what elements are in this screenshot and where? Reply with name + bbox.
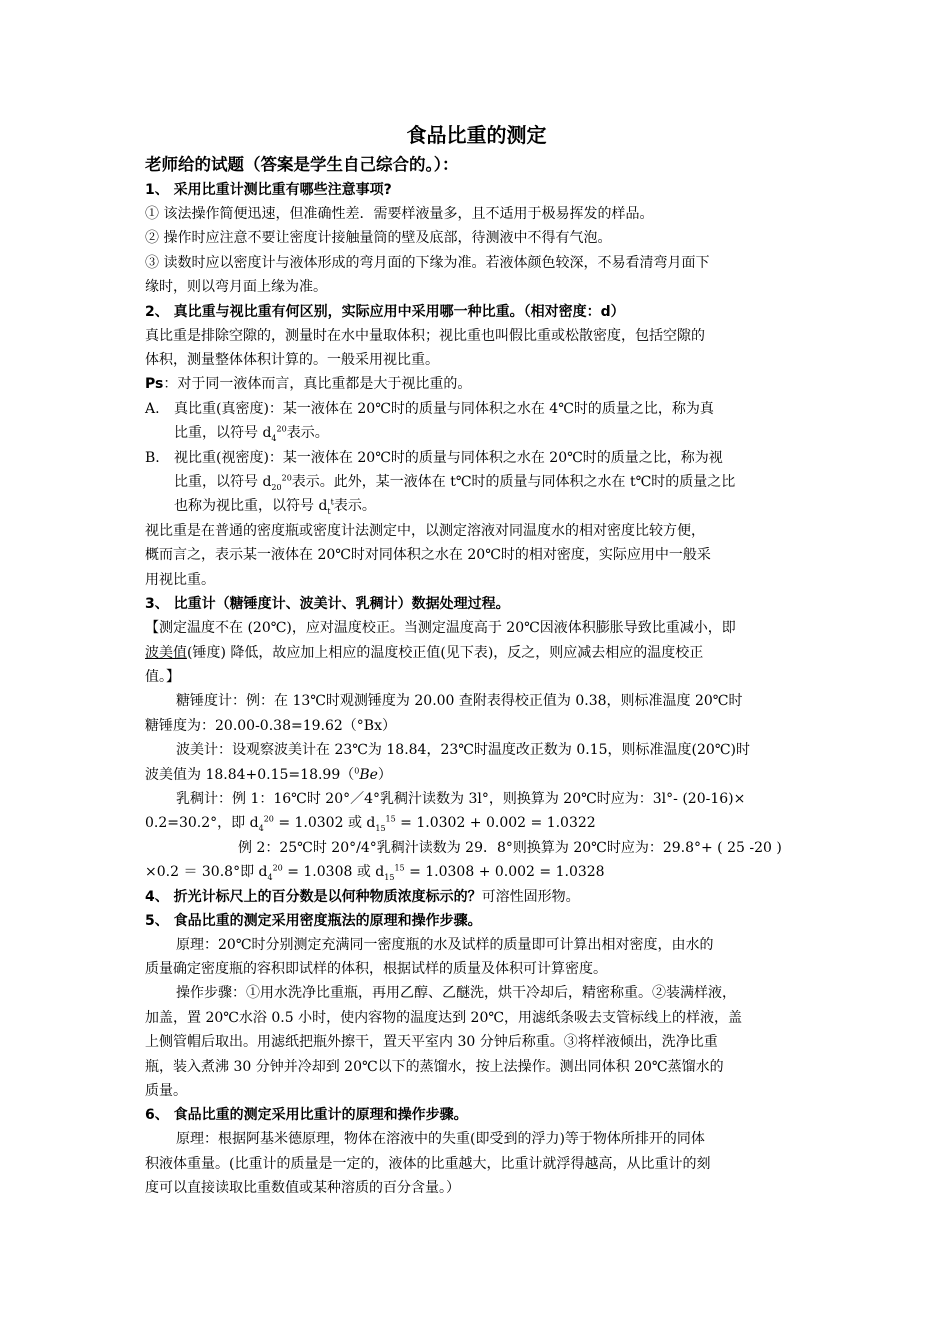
q1-point-2: ② 操作时应注意不要让密度计接触量筒的壁及底部，待测液中不得有气泡。 — [145, 230, 612, 247]
paragraph-line: 瓶，装入煮沸 30 分钟并冷却到 20℃以下的蒸馏水，按上法操作。测出同体积 20℃蒸馏水的 — [145, 1058, 724, 1075]
question-5-heading: 5、 食品比重的测定采用密度瓶法的原理和操作步骤。 — [145, 912, 482, 929]
question-2-paragraph-2 — [145, 519, 808, 592]
text-run: 比重，以符号 d — [174, 474, 272, 491]
question-3-heading: 3、 比重计（糖锤度计、波美计、乳稠计）数据处理过程。 — [145, 596, 510, 613]
question-3-paragraph — [145, 616, 808, 689]
text-run: 表示。 — [286, 425, 329, 442]
list-line — [174, 421, 808, 445]
subscript: 15 — [375, 824, 386, 834]
question-5-steps — [145, 981, 808, 1103]
question-2-heading: 2、 真比重与视比重有何区别，实际应用中采用哪一种比重。（相对密度：d） — [145, 303, 625, 320]
underlined-term: 波美值 — [145, 644, 187, 661]
superscript: 0 — [354, 765, 360, 775]
lactometer-example-2 — [145, 836, 808, 885]
text-run: (锤度) 降低，故应加上相应的温度校正值(见下表)，反之，则应减去相应的温度校正 — [187, 644, 704, 661]
superscript: 20 — [263, 814, 274, 824]
ps-label: Ps — [145, 376, 164, 393]
list-marker-b: B. — [145, 449, 160, 466]
q1-point-1: ① 该法操作简便迅速，但准确性差．需要样液量多，且不适用于极易挥发的样品。 — [145, 206, 654, 222]
paragraph-line: 操作步骤：①用水洗净比重瓶，再用乙醇、乙醚洗，烘干冷却后，精密称重。②装满样液， — [176, 985, 736, 1002]
subscript: 15 — [384, 872, 395, 882]
text-run: = 1.0308 + 0.002 = 1.0328 — [404, 864, 605, 881]
paragraph-line — [145, 811, 808, 835]
lactometer-example-1 — [145, 787, 808, 836]
document-page — [145, 118, 808, 1201]
paragraph-line: 值。】 — [145, 668, 180, 685]
list-item-b — [145, 446, 808, 519]
paragraph-line: 度可以直接读取比重数值或某种溶质的百分含量。） — [145, 1180, 460, 1197]
list-item-a — [145, 397, 808, 446]
paragraph-line: 加盖，置 20℃水浴 0.5 小时，使内容物的温度达到 20℃，用滤纸条吸去支管标线上的样液，盖 — [145, 1009, 743, 1026]
paragraph-line: 体积，测量整体体积计算的。一般采用视比重。 — [145, 352, 439, 369]
paragraph-line: 视比重是在普通的密度瓶或密度计法测定中，以测定溶液对同温度水的相对密度比较方便， — [145, 522, 705, 539]
text-run: 也称为视比重，以符号 d — [174, 498, 328, 515]
paragraph-line: 例 2：25℃时 20°/4°乳稠汁读数为 29．8°则换算为 20℃时应为：29.8°+ ( 25 -20 ) — [238, 839, 782, 856]
question-4-text: 4、 折光计标尺上的百分数是以何种物质浓度标示的？ — [145, 888, 482, 905]
baume-unit: Be — [359, 766, 378, 783]
question-4-answer: 可溶性固形物。 — [481, 888, 580, 905]
paragraph-line: 真比重是排除空隙的，测量时在水中量取体积；视比重也叫假比重或松散密度，包括空隙的 — [145, 327, 705, 344]
q1-point-3-line-1: ③ 读数时应以密度计与液体形成的弯月面的下缘为准。若液体颜色较深，不易看清弯月面下 — [145, 254, 710, 271]
paragraph-line: 积液体重量。(比重计的质量是一定的，液体的比重越大，比重计就浮得越高，从比重计的刻 — [145, 1155, 711, 1172]
text-run: = 1.0302 或 d — [273, 815, 376, 832]
sugar-meter-example — [145, 689, 808, 738]
list-line — [174, 470, 808, 494]
paragraph-line: 原理：20℃时分别测定充满同一密度瓶的水及试样的质量即可计算出相对密度，由水的 — [176, 936, 714, 953]
list-line: 视比重(视密度)：某一液体在 20℃时的质量与同体积之水在 20℃时的质量之比，称为视 — [174, 449, 723, 466]
paragraph-line: 原理：根据阿基米德原理，物体在溶液中的失重(即受到的浮力)等于物体所排开的同体 — [176, 1131, 705, 1148]
paragraph-line: 乳稠计：例 1：16℃时 20°／4°乳稠汁读数为 3l°，则换算为 20℃时应为：3l°- (20-16)× — [176, 790, 746, 807]
paragraph-line: 波美计：设观察波美计在 23℃为 18.84，23℃时温度改正数为 0.15，则标准温度(20℃)时 — [176, 742, 750, 759]
text-run: 波美值为 18.84+0.15=18.99（ — [145, 766, 355, 783]
ps-text: ：对于同一液体而言，真比重都是大于视比重的。 — [163, 376, 472, 393]
paragraph-line: 糖锤度计：例：在 13℃时观测锤度为 20.00 查附表得校正值为 0.38，则标准温度 20℃时 — [176, 693, 743, 710]
subscript: 4 — [267, 872, 273, 882]
paragraph-line: 用视比重。 — [145, 571, 215, 588]
text-run: 表示。 — [333, 498, 376, 515]
superscript: 20 — [281, 473, 292, 483]
document-subtitle: 老师给的试题（答案是学生自己综合的。）： — [145, 155, 459, 174]
question-5-principle — [145, 933, 808, 982]
subscript: 4 — [258, 824, 264, 834]
paragraph-line — [145, 641, 808, 665]
document-title: 食品比重的测定 — [406, 123, 547, 147]
text-run: 0.2=30.2°，即 d — [145, 815, 259, 832]
superscript: 20 — [272, 863, 283, 873]
paragraph-line — [145, 860, 808, 884]
paragraph-line: 【测定温度不在 (20℃)，应对温度校正。当测定温度高于 20℃因液体积膨胀导致比重减小，即 — [145, 620, 736, 637]
paragraph-line: 糖锤度为：20.00-0.38=19.62（°Bx） — [145, 717, 396, 734]
subscript: 20 — [271, 482, 282, 492]
paragraph-line: 质量确定密度瓶的容积即试样的体积，根据试样的质量及体积可计算密度。 — [145, 960, 607, 977]
paragraph-line: 概而言之，表示某一液体在 20℃时对同体积之水在 20℃时的相对密度，实际应用中一般采 — [145, 547, 711, 564]
list-marker-a: A. — [145, 400, 160, 417]
text-run: 比重，以符号 d — [174, 425, 272, 442]
question-1-heading: 1、 采用比重计测比重有哪些注意事项? — [145, 182, 392, 198]
paragraph-line: 上侧管帽后取出。用滤纸把瓶外擦干，置天平室内 30 分钟后称重。③将样液倾出，洗净比重 — [145, 1034, 718, 1051]
paragraph-line — [145, 763, 808, 787]
paragraph-line: 质量。 — [145, 1083, 187, 1099]
list-line — [174, 494, 808, 518]
superscript: 15 — [385, 814, 396, 824]
text-run: ×0.2 ＝ 30.8°即 d — [145, 864, 268, 881]
baume-meter-example — [145, 738, 808, 787]
question-1-answer — [145, 202, 808, 300]
q1-point-3-line-2: 缘时，则以弯月面上缘为准。 — [145, 279, 327, 296]
superscript: 15 — [394, 863, 405, 873]
list-line: 真比重(真密度)：某一液体在 20℃时的质量与同体积之水在 4℃时的质量之比，称为真 — [174, 400, 714, 417]
text-run: 表示。此外，某一液体在 t℃时的质量与同体积之水在 t℃时的质量之比 — [291, 474, 736, 491]
text-run: = 1.0302 + 0.002 = 1.0322 — [395, 815, 596, 832]
subscript: t — [327, 507, 331, 517]
subscript: 4 — [271, 434, 277, 444]
text-run: = 1.0308 或 d — [282, 864, 385, 881]
question-2-paragraph-1 — [145, 324, 808, 373]
text-run: ） — [377, 766, 392, 783]
superscript: 20 — [276, 424, 287, 434]
ps-note — [145, 372, 808, 396]
question-4-heading — [145, 885, 808, 909]
question-6-principle — [145, 1127, 808, 1200]
question-6-heading: 6、 食品比重的测定采用比重计的原理和操作步骤。 — [145, 1107, 468, 1124]
superscript: t — [330, 497, 334, 507]
